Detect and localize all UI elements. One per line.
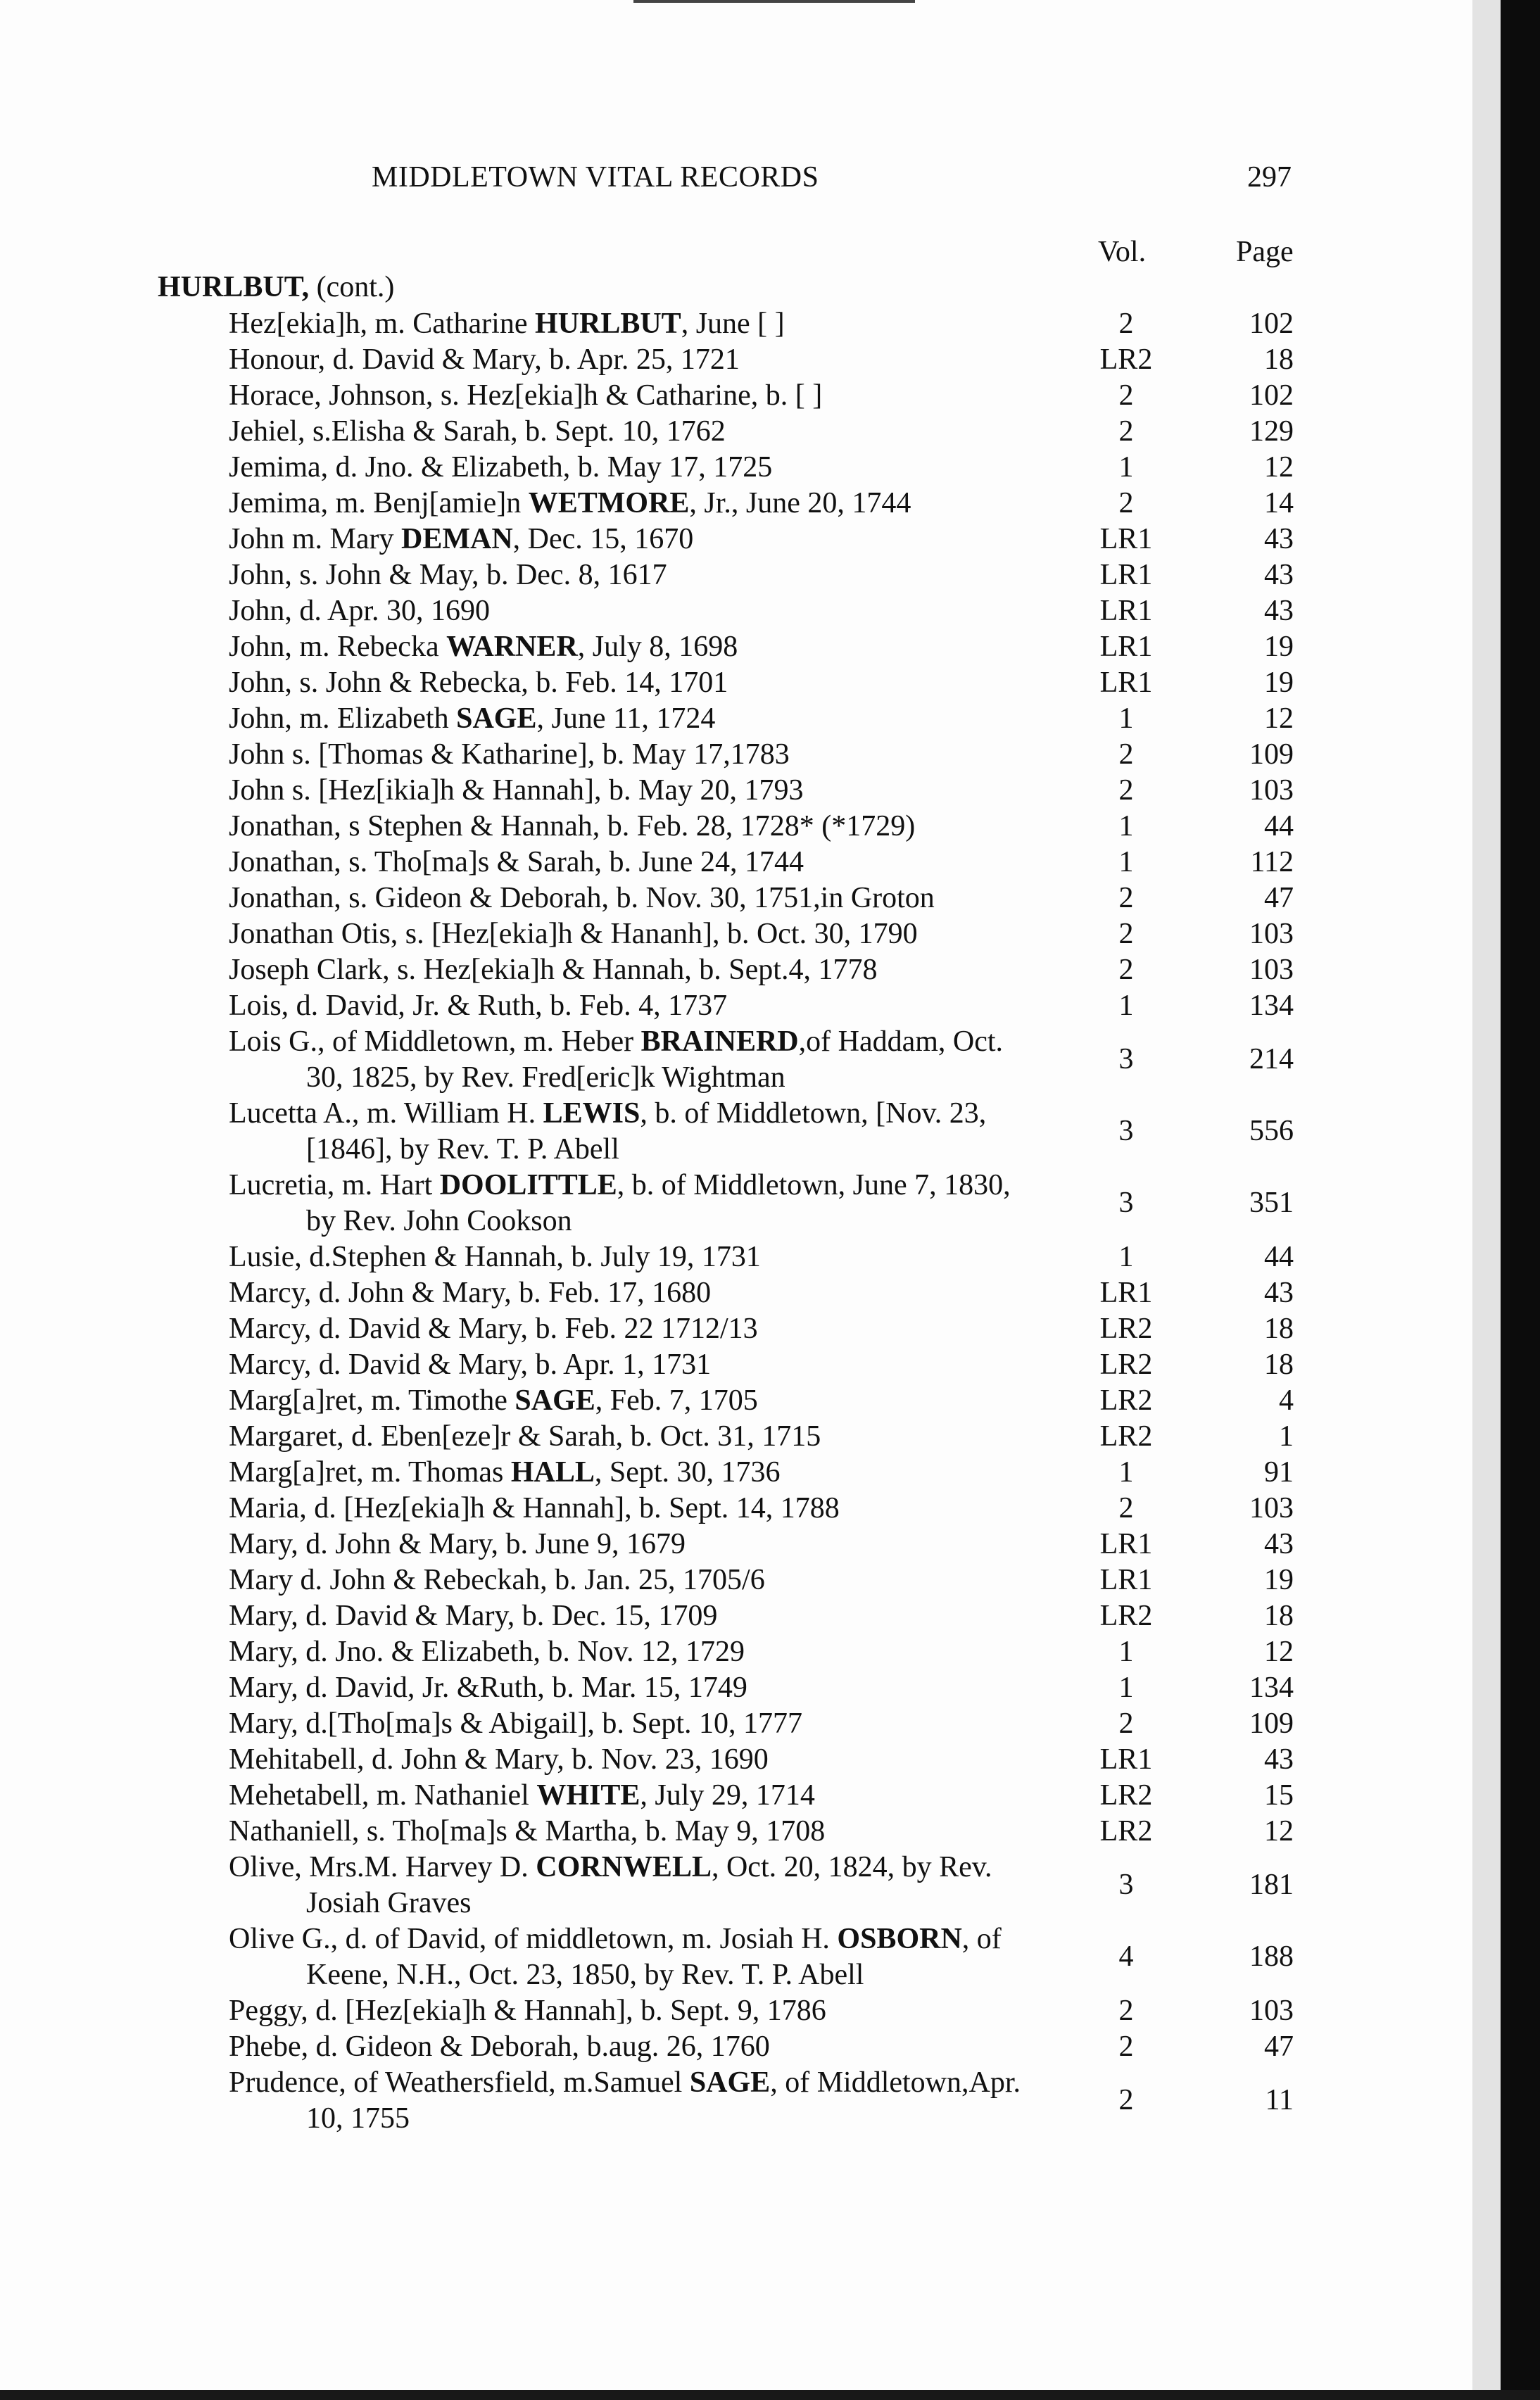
record-page: 43 bbox=[1264, 1528, 1294, 1560]
record-entry bbox=[0, 880, 1540, 916]
record-entry bbox=[0, 1634, 1540, 1670]
record-text bbox=[229, 1634, 1073, 1670]
record-page: 12 bbox=[1264, 451, 1294, 484]
record-list bbox=[0, 306, 1540, 2137]
record-page: 18 bbox=[1264, 1313, 1294, 1345]
record-volume: 1 bbox=[1118, 1636, 1134, 1668]
record-entry bbox=[0, 1383, 1540, 1419]
record-entry bbox=[0, 809, 1540, 845]
surname-name: HURLBUT, bbox=[158, 271, 310, 303]
record-volume: 2 bbox=[1118, 738, 1134, 771]
record-line: Hez[ekia]h, m. Catharine HURLBUT, June [ ] bbox=[229, 308, 785, 340]
record-line: Olive G., d. of David, of middletown, m. Josiah H. OSBORN, of bbox=[229, 1923, 1002, 1955]
record-page: 44 bbox=[1264, 810, 1294, 842]
record-page: 103 bbox=[1249, 954, 1294, 986]
record-text bbox=[229, 1778, 1073, 1814]
scan-bottom-edge bbox=[0, 2390, 1540, 2400]
record-text bbox=[229, 1096, 1073, 1168]
record-entry bbox=[0, 988, 1540, 1024]
record-volume: 2 bbox=[1118, 379, 1134, 412]
record-entry bbox=[0, 342, 1540, 378]
record-text bbox=[229, 378, 1073, 414]
record-line: Jehiel, s.Elisha & Sarah, b. Sept. 10, 1762 bbox=[229, 415, 726, 448]
record-volume: LR1 bbox=[1099, 559, 1153, 591]
record-text bbox=[229, 665, 1073, 701]
record-entry bbox=[0, 1311, 1540, 1347]
record-volume: 2 bbox=[1118, 2030, 1134, 2063]
record-text bbox=[229, 2065, 1073, 2137]
record-page: 91 bbox=[1264, 1456, 1294, 1489]
record-text bbox=[229, 522, 1073, 557]
record-entry bbox=[0, 1347, 1540, 1383]
record-line: Jemima, d. Jno. & Elizabeth, b. May 17, 1725 bbox=[229, 451, 773, 484]
record-entry bbox=[0, 2029, 1540, 2065]
record-volume: 2 bbox=[1118, 308, 1134, 340]
record-page: 351 bbox=[1249, 1187, 1294, 1219]
record-entry bbox=[0, 1921, 1540, 1993]
record-text bbox=[229, 306, 1073, 342]
record-entry bbox=[0, 1024, 1540, 1096]
record-entry bbox=[0, 1491, 1540, 1527]
record-text bbox=[229, 1491, 1073, 1527]
record-page: 134 bbox=[1249, 990, 1294, 1022]
record-text bbox=[229, 629, 1073, 665]
record-text bbox=[229, 1347, 1073, 1383]
record-text bbox=[229, 1598, 1073, 1634]
record-text bbox=[229, 952, 1073, 988]
record-line-continuation: Josiah Graves bbox=[306, 1887, 472, 1919]
record-page: 103 bbox=[1249, 918, 1294, 950]
record-entry bbox=[0, 1814, 1540, 1850]
surname-suffix: (cont.) bbox=[309, 271, 395, 303]
record-page: 47 bbox=[1264, 882, 1294, 914]
record-page: 102 bbox=[1249, 308, 1294, 340]
record-text bbox=[229, 486, 1073, 522]
record-volume: 1 bbox=[1118, 702, 1134, 735]
record-line: Jonathan Otis, s. [Hez[ekia]h & Hananh], b. Oct. 30, 1790 bbox=[229, 918, 918, 950]
record-volume: 2 bbox=[1118, 2084, 1134, 2116]
record-line: Lucetta A., m. William H. LEWIS, b. of Middletown, [Nov. 23, bbox=[229, 1097, 987, 1130]
record-line: Prudence, of Weathersfield, m.Samuel SAGE, of Middletown,Apr. bbox=[229, 2066, 1021, 2099]
record-volume: 2 bbox=[1118, 487, 1134, 519]
record-line-continuation: by Rev. John Cookson bbox=[306, 1205, 572, 1237]
record-text bbox=[229, 809, 1073, 845]
record-volume: LR1 bbox=[1099, 1564, 1153, 1596]
record-volume: 1 bbox=[1118, 846, 1134, 878]
record-entry bbox=[0, 486, 1540, 522]
record-volume: LR2 bbox=[1099, 1349, 1153, 1381]
record-volume: 2 bbox=[1118, 1492, 1134, 1524]
record-entry bbox=[0, 1670, 1540, 1706]
record-line: Mehetabell, m. Nathaniel WHITE, July 29, 1714 bbox=[229, 1779, 815, 1812]
record-page: 14 bbox=[1264, 487, 1294, 519]
record-page: 12 bbox=[1264, 702, 1294, 735]
record-text bbox=[229, 414, 1073, 450]
record-entry bbox=[0, 773, 1540, 809]
record-entry bbox=[0, 1527, 1540, 1562]
record-page: 19 bbox=[1264, 1564, 1294, 1596]
record-line: John, d. Apr. 30, 1690 bbox=[229, 595, 491, 627]
record-page: 102 bbox=[1249, 379, 1294, 412]
record-line: Peggy, d. [Hez[ekia]h & Hannah], b. Sept. 9, 1786 bbox=[229, 1995, 826, 2027]
record-line: Lois G., of Middletown, m. Heber BRAINERD,of Haddam, Oct. bbox=[229, 1025, 1004, 1058]
scan-top-line bbox=[633, 0, 915, 3]
record-entry bbox=[0, 522, 1540, 557]
record-line: Lusie, d.Stephen & Hannah, b. July 19, 1731 bbox=[229, 1241, 761, 1273]
record-entry bbox=[0, 306, 1540, 342]
record-entry bbox=[0, 665, 1540, 701]
record-line: Jonathan, s. Gideon & Deborah, b. Nov. 30, 1751,in Groton bbox=[229, 882, 935, 914]
record-volume: 1 bbox=[1118, 990, 1134, 1022]
record-line: John, m. Rebecka WARNER, July 8, 1698 bbox=[229, 631, 738, 663]
record-text bbox=[229, 342, 1073, 378]
record-text bbox=[229, 1814, 1073, 1850]
record-entry bbox=[0, 1562, 1540, 1598]
record-line: Nathaniell, s. Tho[ma]s & Martha, b. May 9, 1708 bbox=[229, 1815, 826, 1848]
record-text bbox=[229, 737, 1073, 773]
record-volume: 2 bbox=[1118, 415, 1134, 448]
page-number: 297 bbox=[1247, 161, 1292, 194]
record-entry bbox=[0, 737, 1540, 773]
record-page: 18 bbox=[1264, 1600, 1294, 1632]
record-volume: 1 bbox=[1118, 1241, 1134, 1273]
record-text bbox=[229, 1275, 1073, 1311]
record-text bbox=[229, 988, 1073, 1024]
column-header-page: Page bbox=[1236, 236, 1294, 268]
record-volume: LR1 bbox=[1099, 667, 1153, 699]
record-line: Marg[a]ret, m. Thomas HALL, Sept. 30, 1736 bbox=[229, 1456, 781, 1489]
record-page: 214 bbox=[1249, 1043, 1294, 1075]
record-entry bbox=[0, 1706, 1540, 1742]
record-page: 1 bbox=[1279, 1420, 1294, 1453]
record-entry bbox=[0, 1096, 1540, 1168]
record-page: 43 bbox=[1264, 523, 1294, 555]
record-line: John, m. Elizabeth SAGE, June 11, 1724 bbox=[229, 702, 716, 735]
record-line: John s. [Thomas & Katharine], b. May 17,1783 bbox=[229, 738, 790, 771]
record-line: Mary d. John & Rebeckah, b. Jan. 25, 1705/6 bbox=[229, 1564, 765, 1596]
record-text bbox=[229, 1168, 1073, 1239]
record-line: Mary, d. John & Mary, b. June 9, 1679 bbox=[229, 1528, 686, 1560]
record-line: Mary, d. David, Jr. &Ruth, b. Mar. 15, 1749 bbox=[229, 1672, 747, 1704]
record-entry bbox=[0, 845, 1540, 880]
record-text bbox=[229, 1455, 1073, 1491]
record-line-continuation: Keene, N.H., Oct. 23, 1850, by Rev. T. P. Abell bbox=[306, 1959, 864, 1991]
record-text bbox=[229, 1311, 1073, 1347]
record-text bbox=[229, 1921, 1073, 1993]
record-line: Phebe, d. Gideon & Deborah, b.aug. 26, 1760 bbox=[229, 2030, 770, 2063]
record-volume: 2 bbox=[1118, 954, 1134, 986]
record-entry bbox=[0, 701, 1540, 737]
record-line-continuation: 10, 1755 bbox=[306, 2102, 410, 2135]
record-page: 103 bbox=[1249, 1492, 1294, 1524]
record-line: Jonathan, s Stephen & Hannah, b. Feb. 28, 1728* (*1729) bbox=[229, 810, 916, 842]
record-volume: LR2 bbox=[1099, 1600, 1153, 1632]
record-text bbox=[229, 1239, 1073, 1275]
record-page: 129 bbox=[1249, 415, 1294, 448]
record-volume: 4 bbox=[1118, 1940, 1134, 1973]
record-page: 109 bbox=[1249, 738, 1294, 771]
record-entry bbox=[0, 1168, 1540, 1239]
record-volume: LR2 bbox=[1099, 343, 1153, 376]
record-entry bbox=[0, 916, 1540, 952]
record-text bbox=[229, 593, 1073, 629]
record-page: 4 bbox=[1279, 1384, 1294, 1417]
record-page: 15 bbox=[1264, 1779, 1294, 1812]
record-page: 188 bbox=[1249, 1940, 1294, 1973]
record-page: 43 bbox=[1264, 595, 1294, 627]
record-page: 43 bbox=[1264, 1277, 1294, 1309]
record-line: Marcy, d. David & Mary, b. Feb. 22 1712/13 bbox=[229, 1313, 758, 1345]
record-volume: 1 bbox=[1118, 810, 1134, 842]
record-text bbox=[229, 1850, 1073, 1921]
record-line: John, s. John & May, b. Dec. 8, 1617 bbox=[229, 559, 667, 591]
record-page: 43 bbox=[1264, 559, 1294, 591]
record-entry bbox=[0, 1850, 1540, 1921]
record-volume: 3 bbox=[1118, 1043, 1134, 1075]
record-text bbox=[229, 1024, 1073, 1096]
record-text bbox=[229, 701, 1073, 737]
record-line: Marcy, d. David & Mary, b. Apr. 1, 1731 bbox=[229, 1349, 712, 1381]
record-volume: LR2 bbox=[1099, 1779, 1153, 1812]
record-line: Lois, d. David, Jr. & Ruth, b. Feb. 4, 1737 bbox=[229, 990, 728, 1022]
column-header-vol: Vol. bbox=[1098, 236, 1147, 268]
record-volume: 1 bbox=[1118, 451, 1134, 484]
running-head: MIDDLETOWN VITAL RECORDS bbox=[372, 161, 819, 194]
record-line: Mary, d. Jno. & Elizabeth, b. Nov. 12, 1729 bbox=[229, 1636, 745, 1668]
record-page: 44 bbox=[1264, 1241, 1294, 1273]
record-line: John m. Mary DEMAN, Dec. 15, 1670 bbox=[229, 523, 694, 555]
record-entry bbox=[0, 1455, 1540, 1491]
record-volume: LR1 bbox=[1099, 1277, 1153, 1309]
record-volume: 2 bbox=[1118, 774, 1134, 807]
record-text bbox=[229, 773, 1073, 809]
record-line: Marg[a]ret, m. Timothe SAGE, Feb. 7, 1705 bbox=[229, 1384, 758, 1417]
record-line-continuation: [1846], by Rev. T. P. Abell bbox=[306, 1133, 619, 1166]
record-entry bbox=[0, 1778, 1540, 1814]
record-line: Honour, d. David & Mary, b. Apr. 25, 1721 bbox=[229, 343, 740, 376]
record-volume: LR1 bbox=[1099, 1528, 1153, 1560]
record-volume: LR2 bbox=[1099, 1384, 1153, 1417]
record-volume: LR2 bbox=[1099, 1815, 1153, 1848]
surname-heading bbox=[158, 270, 394, 304]
record-text bbox=[229, 916, 1073, 952]
record-line: Jonathan, s. Tho[ma]s & Sarah, b. June 24, 1744 bbox=[229, 846, 804, 878]
record-entry bbox=[0, 593, 1540, 629]
record-text bbox=[229, 1706, 1073, 1742]
record-volume: LR1 bbox=[1099, 523, 1153, 555]
record-page: 43 bbox=[1264, 1743, 1294, 1776]
record-page: 12 bbox=[1264, 1815, 1294, 1848]
record-line: Mehitabell, d. John & Mary, b. Nov. 23, 1690 bbox=[229, 1743, 769, 1776]
record-page: 103 bbox=[1249, 1995, 1294, 2027]
record-text bbox=[229, 880, 1073, 916]
record-text bbox=[229, 1993, 1073, 2029]
record-line-continuation: 30, 1825, by Rev. Fred[eric]k Wightman bbox=[306, 1061, 785, 1094]
record-volume: LR1 bbox=[1099, 631, 1153, 663]
record-volume: 3 bbox=[1118, 1869, 1134, 1901]
record-entry bbox=[0, 1993, 1540, 2029]
record-text bbox=[229, 557, 1073, 593]
record-volume: 2 bbox=[1118, 1707, 1134, 1740]
record-entry bbox=[0, 1239, 1540, 1275]
record-entry bbox=[0, 557, 1540, 593]
record-page: 556 bbox=[1249, 1115, 1294, 1147]
record-entry bbox=[0, 1598, 1540, 1634]
record-line: Margaret, d. Eben[eze]r & Sarah, b. Oct. 31, 1715 bbox=[229, 1420, 821, 1453]
record-volume: 2 bbox=[1118, 882, 1134, 914]
record-page: 109 bbox=[1249, 1707, 1294, 1740]
record-page: 19 bbox=[1264, 667, 1294, 699]
record-volume: LR1 bbox=[1099, 1743, 1153, 1776]
record-text bbox=[229, 1419, 1073, 1455]
record-line: Jemima, m. Benj[amie]n WETMORE, Jr., June 20, 1744 bbox=[229, 487, 911, 519]
record-page: 47 bbox=[1264, 2030, 1294, 2063]
record-text bbox=[229, 2029, 1073, 2065]
record-volume: 1 bbox=[1118, 1672, 1134, 1704]
record-page: 181 bbox=[1249, 1869, 1294, 1901]
record-page: 103 bbox=[1249, 774, 1294, 807]
record-volume: LR1 bbox=[1099, 595, 1153, 627]
record-entry bbox=[0, 1419, 1540, 1455]
record-entry bbox=[0, 450, 1540, 486]
record-text bbox=[229, 450, 1073, 486]
record-line: Mary, d. David & Mary, b. Dec. 15, 1709 bbox=[229, 1600, 718, 1632]
record-entry bbox=[0, 1275, 1540, 1311]
record-line: John, s. John & Rebecka, b. Feb. 14, 1701 bbox=[229, 667, 728, 699]
record-text bbox=[229, 1562, 1073, 1598]
record-line: Olive, Mrs.M. Harvey D. CORNWELL, Oct. 20, 1824, by Rev. bbox=[229, 1851, 992, 1883]
record-entry bbox=[0, 629, 1540, 665]
record-page: 134 bbox=[1249, 1672, 1294, 1704]
record-line: Lucretia, m. Hart DOOLITTLE, b. of Middletown, June 7, 1830, bbox=[229, 1169, 1011, 1201]
record-page: 12 bbox=[1264, 1636, 1294, 1668]
record-entry bbox=[0, 378, 1540, 414]
record-volume: 2 bbox=[1118, 918, 1134, 950]
record-line: Horace, Johnson, s. Hez[ekia]h & Catharine, b. [ ] bbox=[229, 379, 823, 412]
record-entry bbox=[0, 952, 1540, 988]
record-page: 18 bbox=[1264, 1349, 1294, 1381]
record-volume: 3 bbox=[1118, 1187, 1134, 1219]
record-page: 112 bbox=[1250, 846, 1294, 878]
record-volume: LR2 bbox=[1099, 1313, 1153, 1345]
record-line: Maria, d. [Hez[ekia]h & Hannah], b. Sept. 14, 1788 bbox=[229, 1492, 840, 1524]
record-volume: 1 bbox=[1118, 1456, 1134, 1489]
record-volume: LR2 bbox=[1099, 1420, 1153, 1453]
record-volume: 2 bbox=[1118, 1995, 1134, 2027]
record-text bbox=[229, 1670, 1073, 1706]
record-entry bbox=[0, 414, 1540, 450]
record-entry bbox=[0, 2065, 1540, 2137]
record-text bbox=[229, 1742, 1073, 1778]
record-entry bbox=[0, 1742, 1540, 1778]
record-line: Joseph Clark, s. Hez[ekia]h & Hannah, b. Sept.4, 1778 bbox=[229, 954, 878, 986]
record-text bbox=[229, 845, 1073, 880]
record-page: 11 bbox=[1265, 2084, 1294, 2116]
record-text bbox=[229, 1383, 1073, 1419]
record-line: Marcy, d. John & Mary, b. Feb. 17, 1680 bbox=[229, 1277, 712, 1309]
record-text bbox=[229, 1527, 1073, 1562]
record-page: 18 bbox=[1264, 343, 1294, 376]
record-page: 19 bbox=[1264, 631, 1294, 663]
record-volume: 3 bbox=[1118, 1115, 1134, 1147]
record-line: John s. [Hez[ikia]h & Hannah], b. May 20, 1793 bbox=[229, 774, 804, 807]
record-line: Mary, d.[Tho[ma]s & Abigail], b. Sept. 10, 1777 bbox=[229, 1707, 803, 1740]
